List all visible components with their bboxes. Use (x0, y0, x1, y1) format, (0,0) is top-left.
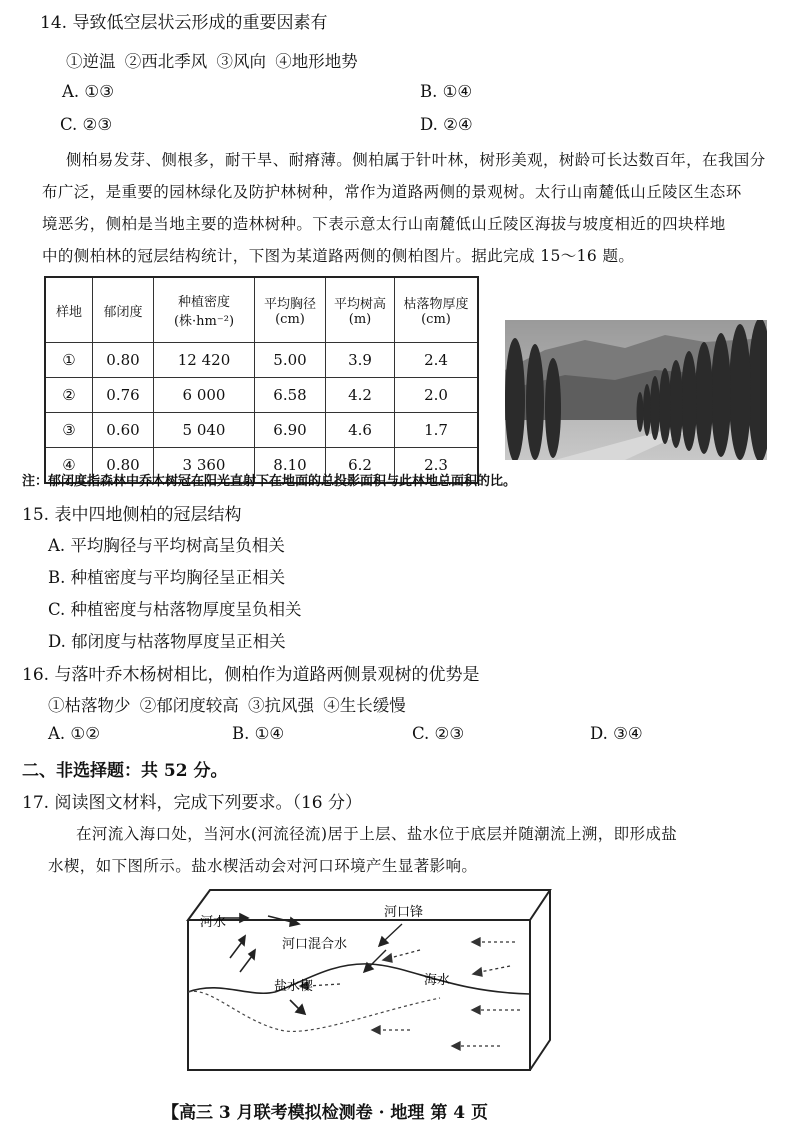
table-cell: 0.76 (93, 378, 154, 413)
table-cell: ② (45, 378, 93, 413)
q15-option-a[interactable]: A. 平均胸径与平均树高呈负相关 (48, 536, 285, 555)
q16-option-c[interactable]: C. ②③ (412, 724, 465, 743)
q17-passage-line1: 在河流入海口处，当河水(河流径流)居于上层、盐水位于底层并随潮流上溯，即形成盐 (76, 825, 678, 843)
q16-option-b[interactable]: B. ①④ (232, 724, 285, 743)
table-cell: 2.0 (395, 378, 479, 413)
table-header-litter-unit: (cm) (421, 312, 451, 327)
table-header-planting-density-unit: (株·hm⁻²) (173, 314, 235, 329)
table-cell: 2.4 (395, 343, 479, 378)
passage1-line3: 境恶劣，侧柏是当地主要的造林树种。下表示意太行山南麓低山丘陵区海拔与坡度相近的四块样地 (42, 215, 726, 233)
table-cell: 4.2 (326, 378, 395, 413)
q14-stem: 14. 导致低空层状云形成的重要因素有 (40, 13, 328, 33)
table-cell: 8.10 (255, 448, 326, 484)
table-cell: 5 040 (154, 413, 255, 448)
table-row (45, 413, 478, 448)
table-cell: ③ (45, 413, 93, 448)
q16-stem: 16. 与落叶乔木杨树相比，侧柏作为道路两侧景观树的优势是 (22, 665, 480, 685)
diagram-label-sea: 海水 (424, 973, 451, 988)
q14-option-a[interactable]: A. ①③ (62, 82, 114, 101)
table-cell: 4.6 (326, 413, 395, 448)
q16-items: ①枯落物少 ②郁闭度较高 ③抗风强 ④生长缓慢 (48, 696, 406, 715)
table-header-height-unit: (m) (348, 312, 372, 327)
q15-option-d[interactable]: D. 郁闭度与枯落物厚度呈正相关 (48, 632, 286, 651)
table-cell: 6 000 (154, 378, 255, 413)
q17-stem: 17. 阅读图文材料，完成下列要求。（16 分） (22, 793, 362, 813)
table-header-planting-density (154, 277, 255, 343)
q14-items: ①逆温 ②西北季风 ③风向 ④地形地势 (66, 52, 358, 71)
q14-option-b[interactable]: B. ①④ (420, 82, 473, 101)
table-header-plot: 样地 (45, 277, 93, 343)
q15-stem: 15. 表中四地侧柏的冠层结构 (22, 505, 242, 525)
table-cell: 0.80 (93, 343, 154, 378)
table-header-dbh-label: 平均胸径 (263, 297, 316, 312)
q16-option-a[interactable]: A. ①② (48, 724, 100, 743)
table-cell: 1.7 (395, 413, 479, 448)
diagram-label-mixed-water: 河口混合水 (282, 937, 348, 952)
table-row (45, 343, 478, 378)
table-cell: 12 420 (154, 343, 255, 378)
q14-option-d[interactable]: D. ②④ (420, 115, 473, 134)
table-cell: 6.58 (255, 378, 326, 413)
q15-option-b[interactable]: B. 种植密度与平均胸径呈正相关 (48, 568, 286, 587)
table-row (45, 378, 478, 413)
table-note: 注：郁闭度指森林中乔木树冠在阳光直射下在地面的总投影面积与此林地总面积的比。 (22, 474, 517, 489)
passage1-line1: 侧柏易发芽、侧根多，耐干旱、耐瘠薄。侧柏属于针叶林，树形美观，树龄可长达数百年，在我国分 (66, 151, 766, 169)
table-cell: 0.60 (93, 413, 154, 448)
table-cell: 6.90 (255, 413, 326, 448)
table-cell: 3 360 (154, 448, 255, 484)
table-cell: ① (45, 343, 93, 378)
canopy-structure-table (44, 276, 479, 484)
table-header-litter-label: 枯落物厚度 (403, 297, 469, 312)
table-cell: 5.00 (255, 343, 326, 378)
table-header-planting-density-label: 种植密度 (177, 295, 230, 310)
table-header-height-label: 平均树高 (333, 297, 386, 312)
section-2-heading: 二、非选择题：共 52 分。 (22, 761, 228, 781)
diagram-label-river: 河水 (200, 915, 227, 930)
table-header-dbh-unit: (cm) (275, 312, 305, 327)
table-header-dbh (255, 277, 326, 343)
q17-passage-line2: 水楔，如下图所示。盐水楔活动会对河口环境产生显著影响。 (48, 857, 478, 875)
cypress-road-photo (505, 320, 767, 460)
table-header-height (326, 277, 395, 343)
q15-option-c[interactable]: C. 种植密度与枯落物厚度呈负相关 (48, 600, 302, 619)
passage1-line4: 中的侧柏林的冠层结构统计，下图为某道路两侧的侧柏图片。据此完成 15～16 题。 (42, 247, 635, 265)
table-cell: 0.80 (93, 448, 154, 484)
table-header-canopy-density: 郁闭度 (93, 277, 154, 343)
table-cell: ④ (45, 448, 93, 484)
q16-option-d[interactable]: D. ③④ (590, 724, 643, 743)
table-cell: 6.2 (326, 448, 395, 484)
salt-wedge-diagram (180, 880, 560, 1080)
passage1-line2: 布广泛，是重要的园林绿化及防护林树种，常作为道路两侧的景观树。太行山南麓低山丘陵区生态环 (42, 183, 742, 201)
table-cell: 3.9 (326, 343, 395, 378)
diagram-label-front: 河口锋 (384, 905, 424, 920)
q14-option-c[interactable]: C. ②③ (60, 115, 113, 134)
page-footer: 【高三 3 月联考模拟检测卷 · 地理 第 4 页 (162, 1103, 489, 1123)
table-header-litter (395, 277, 479, 343)
table-cell: 2.3 (395, 448, 479, 484)
diagram-label-salt-wedge: 盐水楔 (274, 979, 314, 994)
